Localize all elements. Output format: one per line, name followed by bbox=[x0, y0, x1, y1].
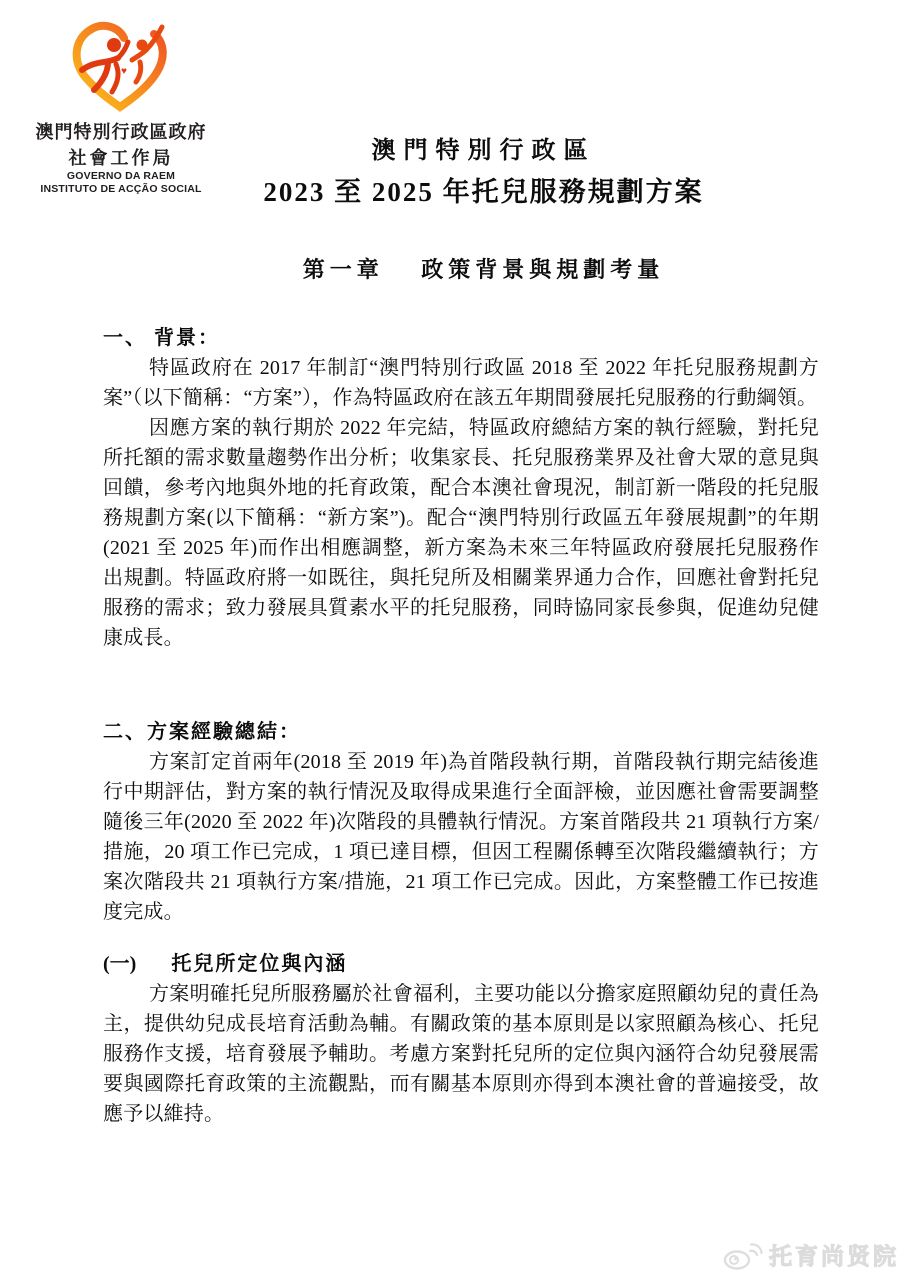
agency-name-chinese-line1: 澳門特別行政區政府 bbox=[35, 122, 207, 142]
subsection-heading-positioning bbox=[103, 949, 819, 979]
subsection-number: (一) bbox=[103, 953, 137, 975]
chapter-heading: 第一章 政策背景與規劃考量 bbox=[302, 257, 665, 282]
paragraph-background-2: 因應方案的執行期於 2022 年完結，特區政府總結方案的執行經驗，對托兒所托額的需求數量趨勢作出分析；收集家長、托兒服務業界及社會大眾的意見與回饋，參考內地與外地的托育政策，配合本澳社會現況，制訂新一階段的托兒服務規劃方案(以下簡稱：“新方案”)。配合“澳門特別行政區五年發展規劃”的年期(2021 至 2025 年)而作出相應調整，新方案為未來三年特區政府發展托兒服務作出規劃。特區政府將一如既往，與托兒所及相關業界通力合作，回應社會對托兒服務的需求；致力發展具質素水平的托兒服務，同時協同家長參與，促進幼兒健康成長。 bbox=[103, 417, 819, 649]
heart-logo-icon bbox=[62, 18, 180, 114]
section-heading-background: 一、 背景： bbox=[103, 327, 220, 349]
paragraph-positioning: 方案明確托兒所服務屬於社會福利，主要功能以分擔家庭照顧幼兒的責任為主，提供幼兒成長培育活動為輔。有關政策的基本原則是以家照顧為核心、托兒服務作支援，培育發展予輔助。考慮方案對托兒所的定位與內涵符合幼兒發展需要與國際托育政策的主流觀點，而有關基本原則亦得到本澳社會的普遍接受，故應予以維持。 bbox=[103, 983, 819, 1125]
watermark-text: 托育尚贤院 bbox=[769, 1243, 899, 1269]
paragraph-background-1: 特區政府在 2017 年制訂“澳門特別行政區 2018 至 2022 年托兒服務規劃方案”（以下簡稱：“方案”），作為特區政府在該五年期間發展托兒服務的行動綱領。 bbox=[103, 357, 819, 409]
document-title-line2: 2023 至 2025 年托兒服務規劃方案 bbox=[263, 177, 704, 207]
agency-name-portuguese-line1: GOVERNO DA RAEM bbox=[66, 170, 176, 182]
subsection-title: 托兒所定位與內涵 bbox=[171, 953, 348, 975]
weibo-icon bbox=[723, 1240, 763, 1270]
section-heading-experience-summary: 二、方案經驗總結： bbox=[103, 721, 301, 743]
document-title-line1: 澳門特別行政區 bbox=[371, 138, 596, 164]
title-block bbox=[56, 130, 911, 284]
agency-name-chinese-line2: 社會工作局 bbox=[68, 148, 174, 168]
document-body bbox=[103, 323, 819, 1129]
paragraph-experience-summary: 方案訂定首兩年(2018 至 2019 年)為首階段執行期，首階段執行期完結後進行中期評估，對方案的執行情況及取得成果進行全面評檢，並因應社會需要調整隨後三年(2020 至 2022 年)次階段的具體執行情況。方案首階段共 21 項執行方案/措施，20 項工作已完成，1 項已達目標，但因工程關係轉至次階段繼續執行；方案次階段共 21 項執行方案/措施，21 項工作已完成。因此，方案整體工作已按進度完成。 bbox=[103, 751, 819, 923]
svg-text:♥: ♥ bbox=[121, 66, 127, 77]
watermark bbox=[723, 1238, 899, 1271]
agency-name-portuguese-line2: INSTITUTO DE ACÇÃO SOCIAL bbox=[40, 183, 202, 195]
